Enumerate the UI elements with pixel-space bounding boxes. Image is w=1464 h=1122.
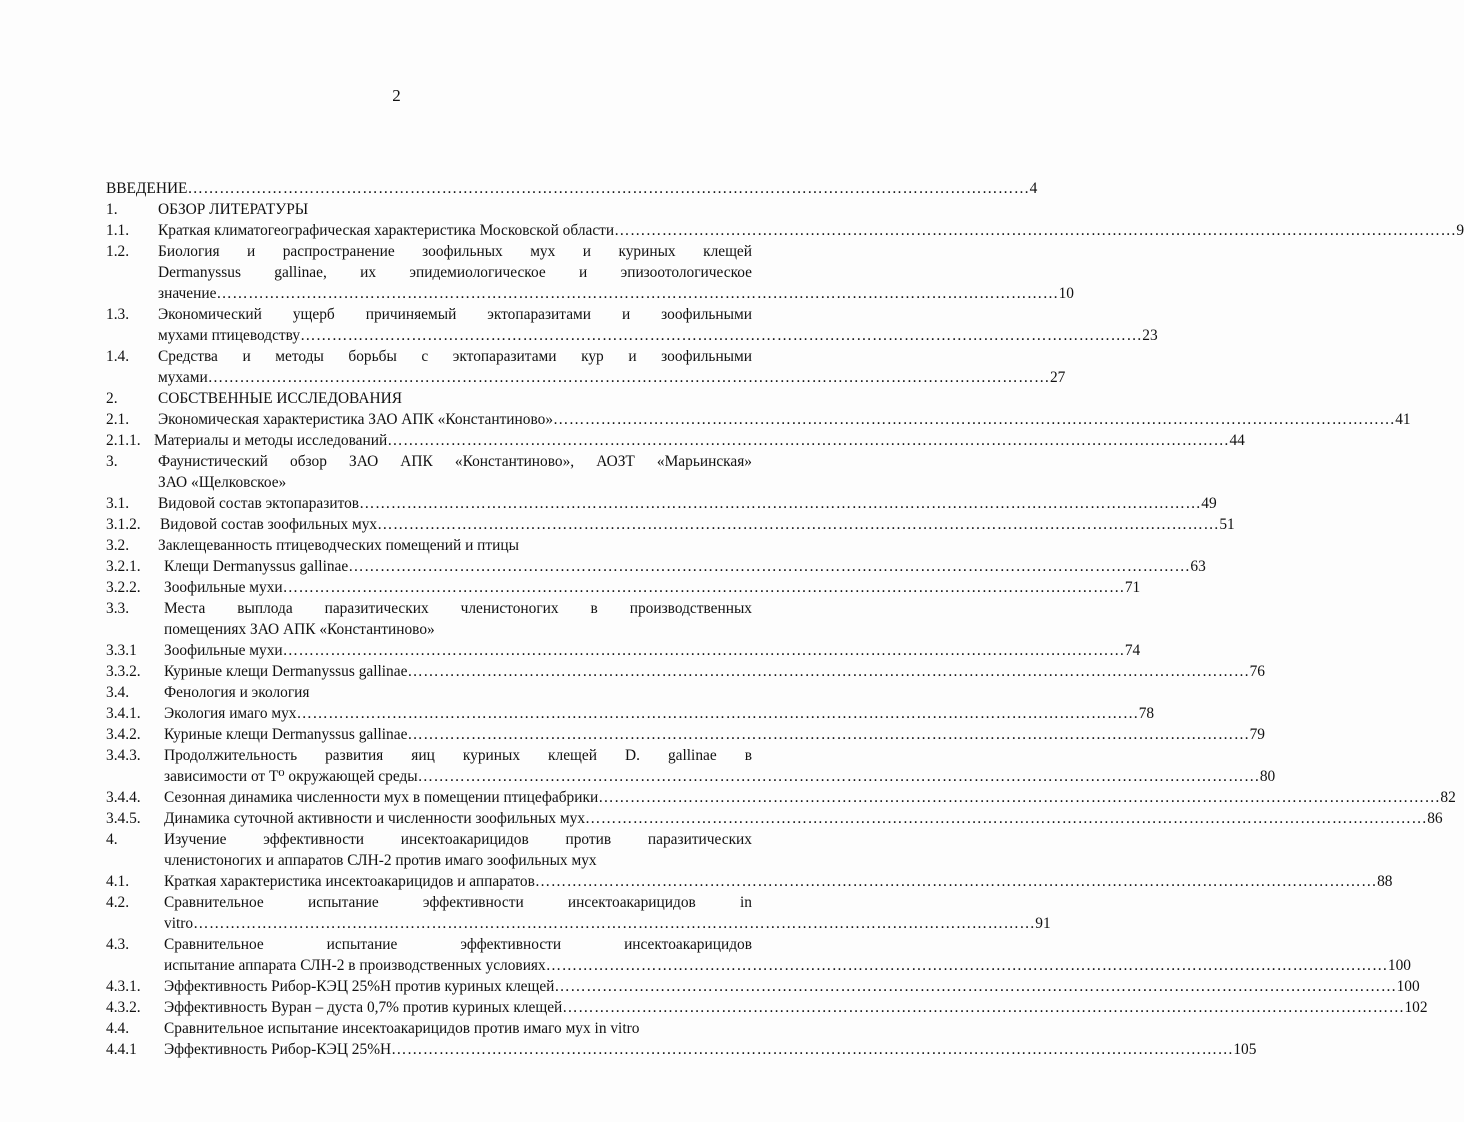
toc-number: 4.1. [106, 873, 130, 890]
page-number: 2 [392, 86, 401, 105]
toc-entry-4-3-2 [106, 997, 1428, 1018]
toc-entry-3-1 [106, 493, 1217, 514]
toc-entry-1-3 [106, 304, 1158, 346]
toc-entry-4-3-1 [106, 976, 1420, 997]
toc-entry-4-4 [106, 1018, 752, 1039]
toc-title: Эффективность Вуран – дуста 0,7% против куриных клещей [164, 999, 563, 1016]
toc-entry-3-4-4 [106, 787, 1456, 808]
toc-page: 74 [1124, 642, 1141, 659]
toc-entry-1-1 [106, 220, 1464, 241]
toc-title: Сезонная динамика численности мух в помещении птицефабрики [164, 789, 599, 806]
toc-title: Видовой состав зоофильных мух [160, 516, 378, 533]
toc-page: 100 [1387, 957, 1411, 974]
toc-number: 4.3. [106, 936, 130, 953]
toc-title-line: Биология и распространение зоофильных мух и куриных клещей [158, 243, 752, 260]
toc-entry-3-4-3 [106, 745, 1276, 787]
toc-title: Материалы и методы исследований [154, 432, 388, 449]
toc-page: 86 [1427, 810, 1443, 827]
toc-number: 3.3.2. [106, 663, 141, 680]
toc-entry-3 [106, 451, 752, 493]
toc-entry-3-3-2 [106, 661, 1265, 682]
toc-entry-intro [106, 178, 1038, 199]
toc-page: 23 [1142, 327, 1158, 344]
toc-title: Фенология и экология [164, 684, 310, 701]
toc-title-line: мухами [158, 369, 208, 386]
toc-entry-3-3-1 [106, 640, 1141, 661]
toc-title: Заклещеванность птицеводческих помещений и птицы [158, 537, 519, 554]
toc-entry-2-1 [106, 409, 1411, 430]
toc-number: 4.2. [106, 894, 130, 911]
toc-page: 9 [1456, 222, 1464, 239]
toc-number: 1.4. [106, 348, 130, 365]
toc-title-line: мухами птицеводству [158, 327, 301, 344]
toc-title-line: Сравнительное испытание эффективности инсектоакарицидов in [164, 894, 752, 911]
toc-page: 51 [1219, 516, 1235, 533]
toc-number: 3.4.4. [106, 789, 141, 806]
toc-number: 3.3.1 [106, 642, 137, 659]
toc-number: 3.4.5. [106, 810, 141, 827]
toc-title: Зоофильные мухи [164, 579, 283, 596]
toc-page: 88 [1377, 873, 1393, 890]
toc-title: Куриные клещи Dermanyssus gallinae [164, 726, 408, 743]
toc-title: Сравнительное испытание инсектоакарицидов против имаго мух in vitro [164, 1020, 640, 1037]
toc-number: 4. [106, 831, 118, 848]
toc-title: Краткая характеристика инсектоакарицидов и аппаратов [164, 873, 535, 890]
toc-title-line: испытание аппарата СЛН-2 в производственных условиях [164, 957, 546, 974]
toc-entry-3-2-1 [106, 556, 1206, 577]
toc-number: 3.1. [106, 495, 130, 512]
toc-title: Клещи Dermanyssus gallinae [164, 558, 349, 575]
toc-entry-4 [106, 829, 752, 871]
toc-entry-1-4 [106, 346, 1066, 388]
toc-number: 3.3. [106, 600, 130, 617]
toc-title-line: помещениях ЗАО АПК «Константиново» [164, 621, 435, 638]
toc-number: 4.4.1 [106, 1041, 137, 1058]
toc-entry-3-1-2 [106, 514, 1235, 535]
toc-number: 2.1.1. [106, 432, 141, 449]
toc-title: ВВЕДЕНИЕ [106, 180, 188, 197]
toc-title-line: vitro [164, 915, 194, 932]
toc-number: 2. [106, 390, 118, 407]
toc-page: 76 [1249, 663, 1265, 680]
toc-page: 27 [1049, 369, 1066, 386]
toc-number: 1.3. [106, 306, 130, 323]
toc-page: 105 [1233, 1041, 1257, 1058]
toc-entry-3-2-2 [106, 577, 1141, 598]
toc-title: Эффективность Рибор-КЭЦ 25%Н [164, 1041, 392, 1058]
toc-title-line: Средства и методы борьбы с эктопаразитами кур и зоофильными [158, 348, 752, 365]
toc-title: Эффективность Рибор-КЭЦ 25%Н против куриных клещей [164, 978, 555, 995]
toc-title: Динамика суточной активности и численности зоофильных мух [164, 810, 586, 827]
toc-page: 80 [1259, 768, 1276, 785]
toc-page: 100 [1396, 978, 1420, 995]
toc-entry-1 [106, 199, 752, 220]
toc-entry-4-1 [106, 871, 1393, 892]
toc-number: 3.4.2. [106, 726, 141, 743]
toc-page: 82 [1440, 789, 1456, 806]
toc-page: 79 [1249, 726, 1265, 743]
toc-number: 3. [106, 453, 118, 470]
toc-entry-2 [106, 388, 752, 409]
toc-title-line: Сравнительное испытание эффективности инсектоакарицидов [164, 936, 752, 953]
toc-number: 1.2. [106, 243, 130, 260]
toc-entry-3-4-5 [106, 808, 1443, 829]
toc-entry-4-3 [106, 934, 1411, 976]
toc-title-line: зависимости от Т⁰ окружающей среды [164, 768, 418, 785]
toc-page: 78 [1138, 705, 1155, 722]
toc-entry-4-2 [106, 892, 1051, 934]
toc-page: 49 [1201, 495, 1217, 512]
toc-number: 1.1. [106, 222, 130, 239]
toc-entry-3-4 [106, 682, 752, 703]
toc-page: 63 [1190, 558, 1206, 575]
toc-page: 71 [1124, 579, 1141, 596]
toc-entry-1-2 [106, 241, 1074, 304]
toc-entry-3-3 [106, 598, 752, 640]
table-of-contents [106, 178, 1464, 1060]
toc-number: 3.4. [106, 684, 130, 701]
toc-title: Видовой состав эктопаразитов [158, 495, 360, 512]
toc-title: Экономическая характеристика ЗАО АПК «Константиново» [158, 411, 554, 428]
toc-number: 3.2.2. [106, 579, 141, 596]
toc-title-line: Dermanyssus gallinae, их эпидемиологическое и эпизоотологическое [158, 264, 752, 281]
toc-title: ОБЗОР ЛИТЕРАТУРЫ [158, 201, 309, 218]
toc-page: 41 [1395, 411, 1411, 428]
toc-number: 4.3.2. [106, 999, 141, 1016]
toc-title: Экология имаго мух [164, 705, 297, 722]
toc-entry-3-4-2 [106, 724, 1265, 745]
toc-entry-3-2 [106, 535, 752, 556]
toc-title-line: Продолжительность развития яиц куриных клещей D. gallinae в [164, 747, 752, 764]
toc-number: 3.4.3. [106, 747, 141, 764]
toc-title-line: ЗАО «Щелковское» [158, 474, 287, 491]
toc-number: 3.4.1. [106, 705, 141, 722]
toc-number: 4.4. [106, 1020, 130, 1037]
toc-title: Куриные клещи Dermanyssus gallinae [164, 663, 408, 680]
toc-page: 44 [1229, 432, 1245, 449]
toc-entry-3-4-1 [106, 703, 1155, 724]
toc-number: 2.1. [106, 411, 130, 428]
toc-number: 4.3.1. [106, 978, 141, 995]
toc-title: Зоофильные мухи [164, 642, 283, 659]
toc-page: 102 [1404, 999, 1428, 1016]
toc-page: 91 [1035, 915, 1051, 932]
toc-page: 10 [1058, 285, 1074, 302]
toc-page: 4 [1029, 180, 1038, 197]
toc-title-line: значение [158, 285, 217, 302]
toc-title-line: Фаунистический обзор ЗАО АПК «Константиново», АОЗТ «Марьинская» [158, 453, 752, 470]
toc-title-line: Места выплода паразитических членистоногих в производственных [164, 600, 752, 617]
toc-number: 3.1.2. [106, 516, 141, 533]
toc-entry-2-1-1 [106, 430, 1245, 451]
toc-title-line: Изучение эффективности инсектоакарицидов против паразитических [164, 831, 752, 848]
toc-number: 3.2.1. [106, 558, 141, 575]
toc-title: Краткая климатогеографическая характеристика Московской области [158, 222, 615, 239]
toc-number: 1. [106, 201, 118, 218]
toc-title-line: членистоногих и аппаратов СЛН-2 против имаго зоофильных мух [164, 852, 597, 869]
toc-number: 3.2. [106, 537, 130, 554]
toc-entry-4-4-1 [106, 1039, 1257, 1060]
toc-title: СОБСТВЕННЫЕ ИССЛЕДОВАНИЯ [158, 390, 402, 407]
toc-title-line: Экономический ущерб причиняемый эктопаразитами и зоофильными [158, 306, 752, 323]
